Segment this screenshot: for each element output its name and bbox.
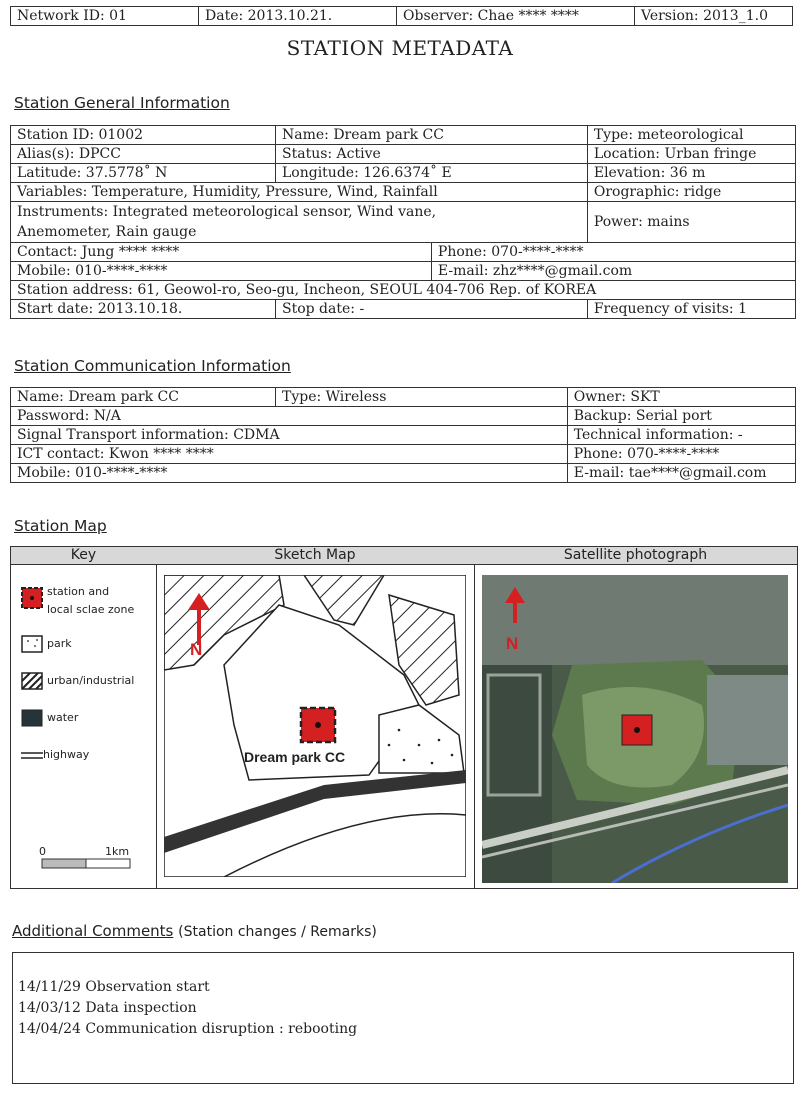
comments-heading-row: [12, 922, 377, 940]
comments-box: [12, 952, 794, 1084]
comment-entry: 14/04/24 Communication disruption : rebooting: [18, 1021, 358, 1037]
network-id: Network ID: 01: [11, 7, 199, 26]
comment-entry: 14/03/12 Data inspection: [18, 1000, 197, 1016]
contact: Contact: Jung **** ****: [11, 243, 432, 262]
sketch-map: [164, 575, 466, 877]
instruments-line-1: Instruments: Integrated meteorological sensor, Wind vane,: [17, 204, 437, 220]
latitude: Latitude: 37.5778˚ N: [11, 164, 276, 183]
comments-heading: Additional Comments: [12, 922, 174, 940]
comm-type: Type: Wireless: [276, 388, 568, 407]
contact-email: E-mail: zhz****@gmail.com: [431, 262, 795, 281]
orographic: Orographic: ridge: [587, 183, 795, 202]
station-type: Type: meteorological: [587, 126, 795, 145]
version: Version: 2013_1.0: [635, 7, 793, 26]
highway-icon: [21, 751, 43, 761]
map-heading: Station Map: [14, 517, 107, 535]
key-column: [11, 547, 157, 888]
page-title: STATION METADATA: [286, 36, 514, 60]
comm-backup: Backup: Serial port: [567, 407, 795, 426]
longitude: Longitude: 126.6374˚ E: [276, 164, 588, 183]
scale-km: 1km: [105, 845, 130, 858]
alias: Alias(s): DPCC: [11, 145, 276, 164]
station-map-panel: [10, 546, 798, 889]
key-park-label: park: [47, 637, 72, 650]
satellite-header: Satellite photograph: [474, 547, 797, 565]
comm-phone: Phone: 070-****-****: [567, 445, 795, 464]
sketch-north-label: N: [190, 640, 203, 659]
variables: Variables: Temperature, Humidity, Pressure, Wind, Rainfall: [11, 183, 588, 202]
sketch-header: Sketch Map: [156, 547, 474, 565]
satellite-column: [474, 547, 797, 888]
sketch-column: [156, 547, 475, 888]
comm-password: Password: N/A: [11, 407, 568, 426]
station-address: Station address: 61, Geowol-ro, Seo-gu, Incheon, SEOUL 404-706 Rep. of KOREA: [11, 281, 796, 300]
instruments-line-2: Anemometer, Rain gauge: [17, 224, 197, 240]
sketch-station-label: Dream park CC: [244, 749, 346, 765]
contact-mobile: Mobile: 010-****-****: [11, 262, 432, 281]
scale-bar-icon: [41, 858, 131, 870]
station-icon: [21, 587, 43, 609]
date: Date: 2013.10.21.: [199, 7, 397, 26]
power: Power: mains: [587, 202, 795, 243]
hatch-icon: [21, 672, 43, 690]
observer: Observer: Chae **** ****: [397, 7, 635, 26]
key-station-label-2: local sclae zone: [47, 603, 135, 616]
status: Status: Active: [276, 145, 588, 164]
satellite-north-label: N: [506, 634, 519, 653]
contact-phone: Phone: 070-****-****: [431, 243, 795, 262]
instruments: [11, 202, 588, 243]
comment-entry: 14/11/29 Observation start: [18, 979, 210, 995]
comm-mobile: Mobile: 010-****-****: [11, 464, 568, 483]
communication-heading: Station Communication Information: [14, 357, 291, 375]
key-header: Key: [11, 547, 156, 565]
stop-date: Stop date: -: [276, 300, 588, 319]
station-id: Station ID: 01002: [11, 126, 276, 145]
comm-owner: Owner: SKT: [567, 388, 795, 407]
general-table: [10, 125, 796, 319]
header-table: [10, 6, 793, 26]
key-highway-label: highway: [43, 748, 90, 761]
elevation: Elevation: 36 m: [587, 164, 795, 183]
location: Location: Urban fringe: [587, 145, 795, 164]
comm-email: E-mail: tae****@gmail.com: [567, 464, 795, 483]
general-heading: Station General Information: [14, 94, 230, 112]
comm-signal: Signal Transport information: CDMA: [11, 426, 568, 445]
comm-technical: Technical information: -: [567, 426, 795, 445]
comm-name: Name: Dream park CC: [11, 388, 276, 407]
water-icon: [21, 709, 43, 727]
communication-table: [10, 387, 796, 483]
ict-contact: ICT contact: Kwon **** ****: [11, 445, 568, 464]
satellite-photo: [482, 575, 788, 883]
station-name: Name: Dream park CC: [276, 126, 588, 145]
start-date: Start date: 2013.10.18.: [11, 300, 276, 319]
visit-frequency: Frequency of visits: 1: [587, 300, 795, 319]
park-icon: [21, 635, 43, 653]
key-water-label: water: [47, 711, 79, 724]
scale-zero: 0: [39, 845, 46, 858]
comments-subheading: (Station changes / Remarks): [178, 924, 377, 940]
key-urban-label: urban/industrial: [47, 674, 135, 687]
key-station-label-1: station and: [47, 585, 110, 598]
